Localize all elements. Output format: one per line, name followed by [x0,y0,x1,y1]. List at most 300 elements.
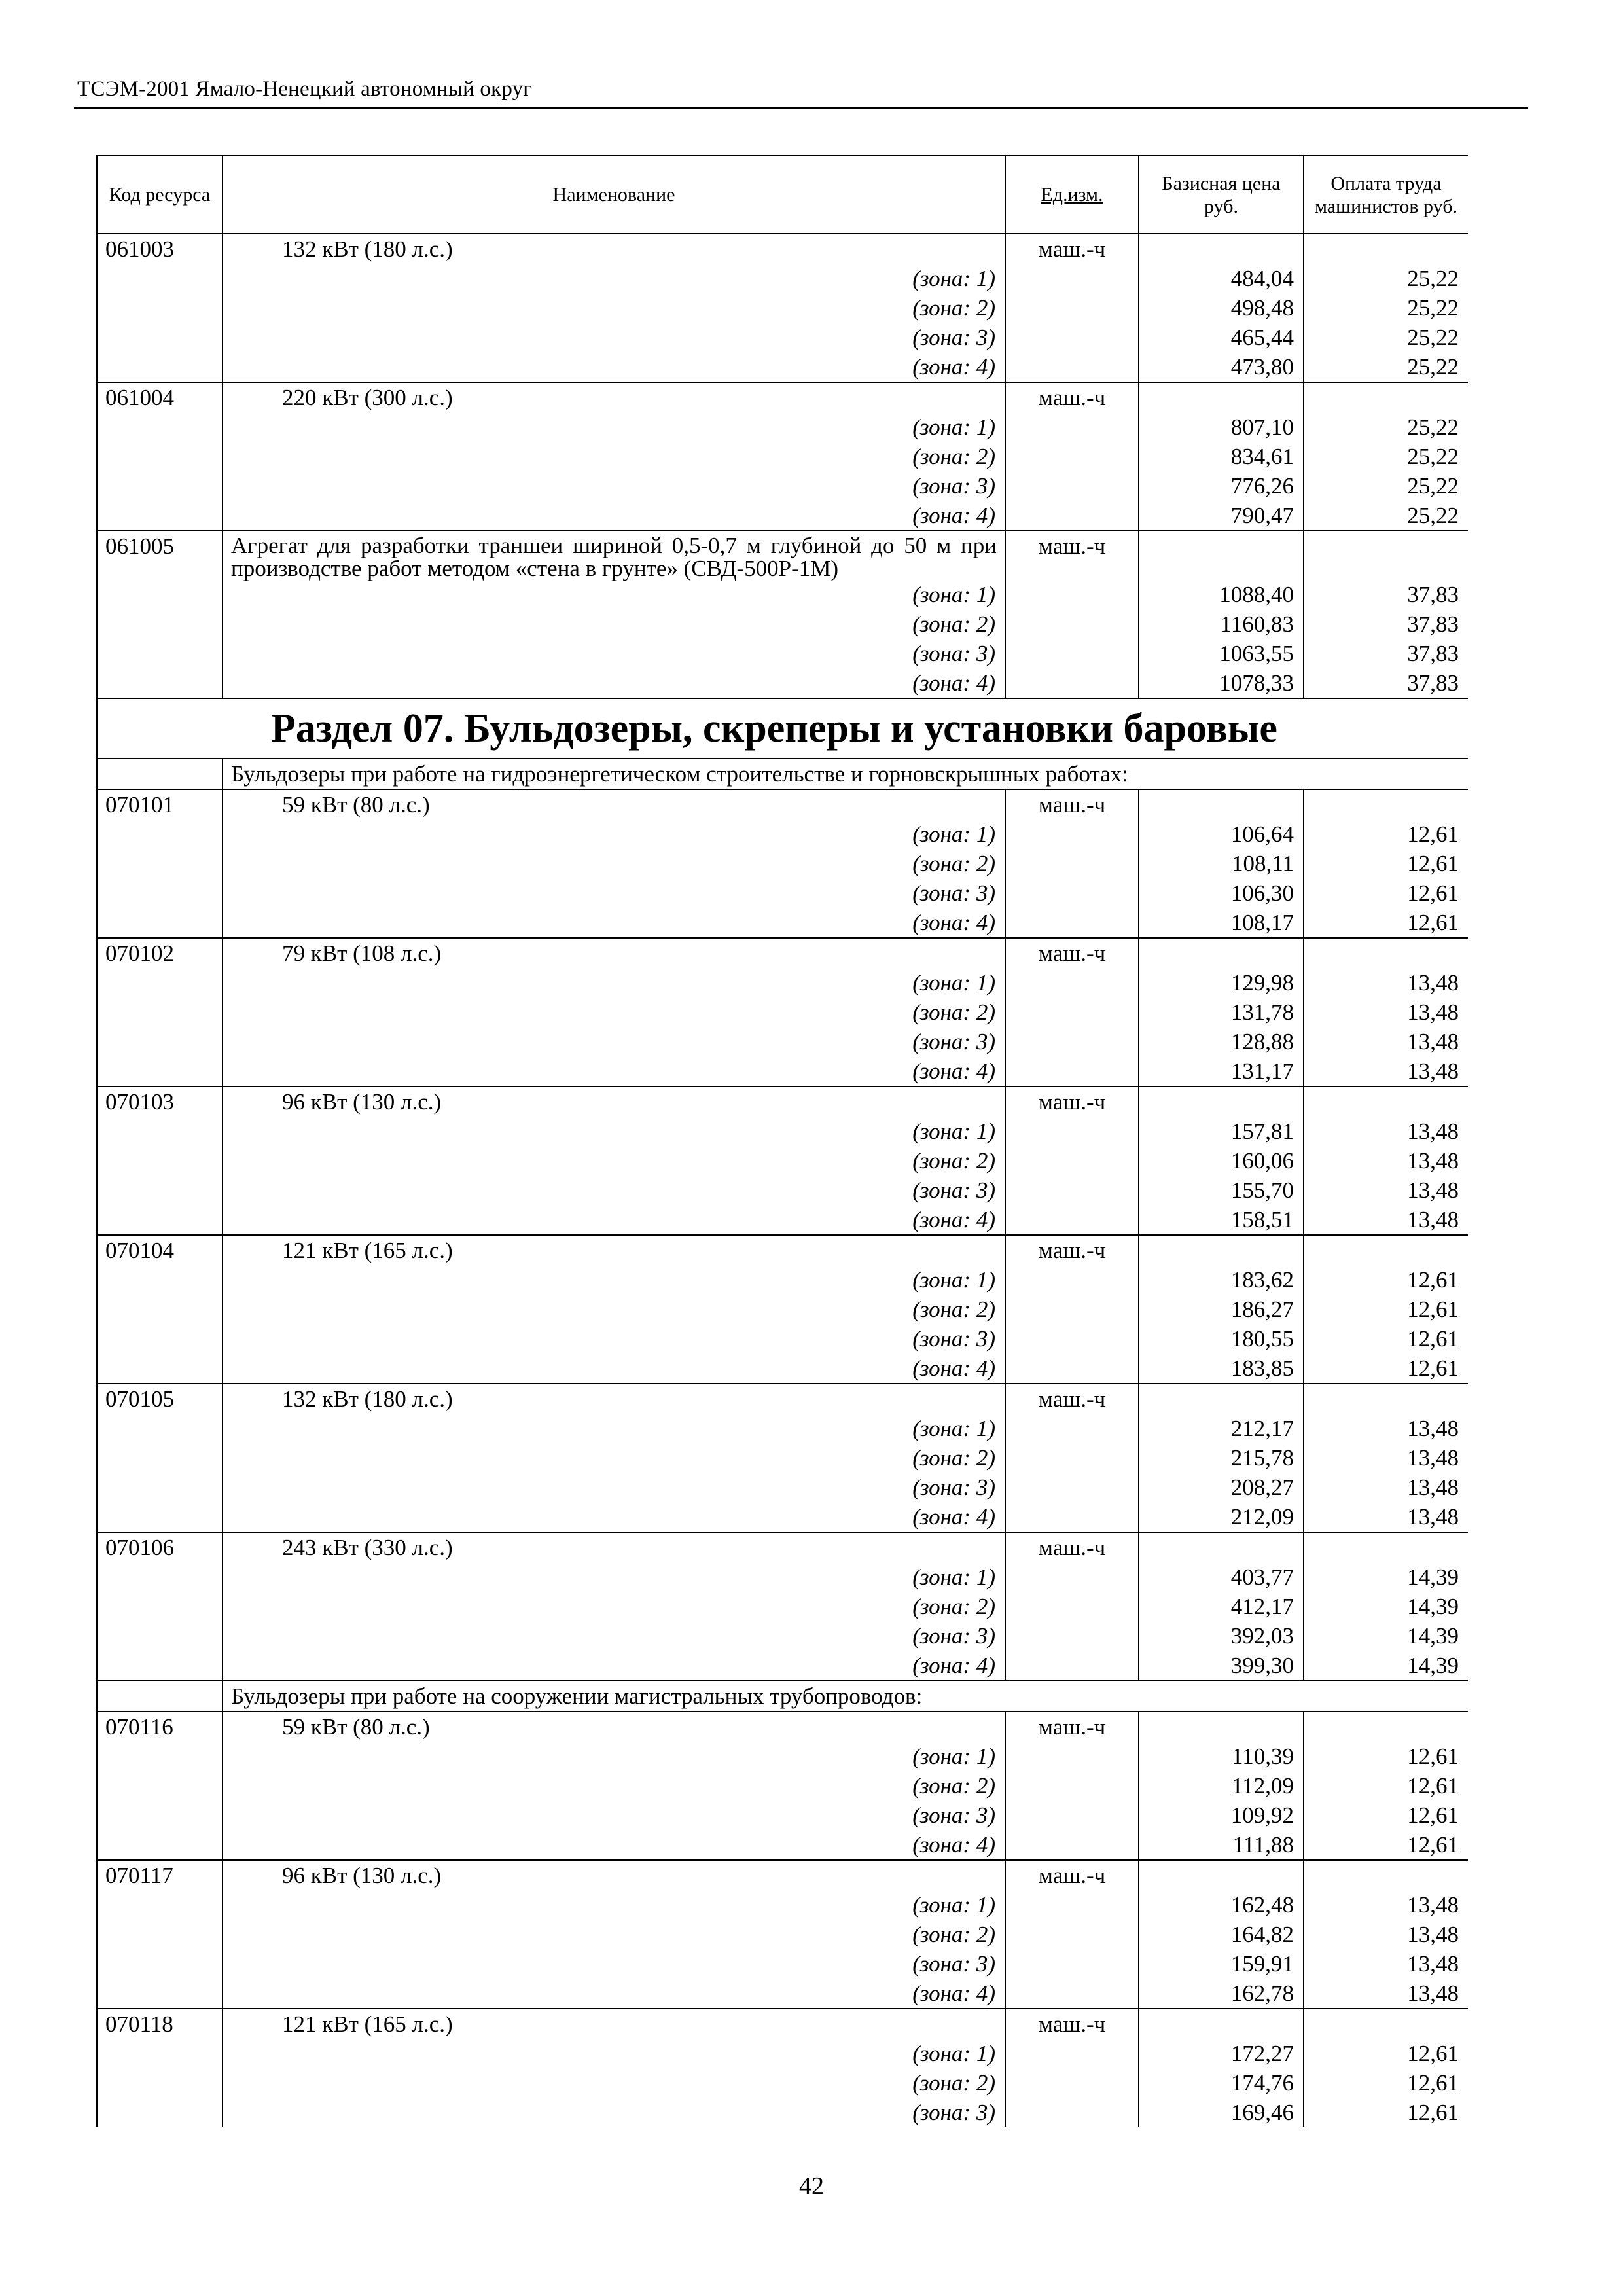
table-row-zone [97,1742,1468,1771]
zone-label: (зона: 2) [223,1146,1005,1175]
table-row-zone [97,1295,1468,1324]
table-row-zone [97,1056,1468,1086]
empty-cell [1139,382,1304,412]
empty-cell [1005,1890,1139,1920]
empty-cell [97,1414,223,1443]
table-row-zone [97,1146,1468,1175]
empty-cell [1005,668,1139,698]
operator-pay: 14,39 [1304,1562,1468,1592]
empty-cell [97,908,223,938]
empty-cell [1005,1265,1139,1295]
base-price: 160,06 [1139,1146,1304,1175]
base-price: 1088,40 [1139,580,1304,609]
operator-pay: 25,22 [1304,323,1468,352]
empty-cell [1005,412,1139,442]
table-row-zone [97,1354,1468,1384]
base-price: 834,61 [1139,442,1304,471]
empty-cell [1139,1235,1304,1265]
zone-label: (зона: 3) [223,639,1005,668]
table-row-resource [97,234,1468,264]
resource-code: 070117 [97,1860,223,1890]
base-price: 399,30 [1139,1651,1304,1681]
resource-code: 070106 [97,1532,223,1562]
zone-label: (зона: 4) [223,1056,1005,1086]
resource-name: 96 кВт (130 л.с.) [223,1086,1005,1117]
base-price: 106,64 [1139,819,1304,849]
empty-cell [1005,1920,1139,1949]
resource-name: 243 кВт (330 л.с.) [223,1532,1005,1562]
operator-pay: 12,61 [1304,819,1468,849]
table-row-zone [97,501,1468,531]
table-row-zone [97,1949,1468,1979]
operator-pay: 13,48 [1304,1502,1468,1532]
base-price: 129,98 [1139,968,1304,997]
table-row-zone [97,609,1468,639]
base-price: 164,82 [1139,1920,1304,1949]
empty-cell [97,1146,223,1175]
table-row-zone [97,580,1468,609]
empty-cell [97,323,223,352]
subhead-text-2: Бульдозеры при работе на сооружении магистральных трубопроводов: [223,1681,1468,1712]
empty-cell [97,968,223,997]
col-header-unit [1005,156,1139,234]
empty-cell [97,1056,223,1086]
resource-unit: маш.-ч [1005,2009,1139,2039]
table-row-zone [97,997,1468,1027]
operator-pay: 25,22 [1304,442,1468,471]
empty-cell [1139,1532,1304,1562]
empty-cell [1005,1473,1139,1502]
resource-code: 070101 [97,789,223,819]
operator-pay: 12,61 [1304,2039,1468,2068]
empty-cell [97,1562,223,1592]
empty-cell [1304,1384,1468,1414]
resource-name: 132 кВт (180 л.с.) [223,1384,1005,1414]
empty-cell [97,849,223,878]
table-row-zone [97,819,1468,849]
table-row-zone [97,1324,1468,1354]
table-row-zone [97,352,1468,382]
resource-name: 121 кВт (165 л.с.) [223,1235,1005,1265]
table-row-zone [97,878,1468,908]
empty-cell [1304,2009,1468,2039]
empty-cell [1005,442,1139,471]
empty-cell [1005,1830,1139,1860]
empty-cell [1005,609,1139,639]
base-price: 109,92 [1139,1801,1304,1830]
empty-cell [97,2068,223,2098]
base-price: 162,48 [1139,1890,1304,1920]
table-row-zone [97,1621,1468,1651]
base-price: 1160,83 [1139,609,1304,639]
base-price: 392,03 [1139,1621,1304,1651]
empty-cell [97,1473,223,1502]
base-price: 128,88 [1139,1027,1304,1056]
empty-cell [97,997,223,1027]
zone-label: (зона: 1) [223,580,1005,609]
table-row-zone [97,639,1468,668]
operator-pay: 37,83 [1304,639,1468,668]
zone-label: (зона: 2) [223,1771,1005,1801]
operator-pay: 13,48 [1304,968,1468,997]
base-price: 157,81 [1139,1117,1304,1146]
resource-unit: маш.-ч [1005,1712,1139,1742]
zone-label: (зона: 4) [223,1502,1005,1532]
base-price: 172,27 [1139,2039,1304,2068]
zone-label: (зона: 4) [223,1205,1005,1235]
empty-cell [1005,1146,1139,1175]
base-price: 212,17 [1139,1414,1304,1443]
empty-cell [1005,1175,1139,1205]
zone-label: (зона: 4) [223,668,1005,698]
table-header-row [97,156,1468,234]
empty-cell [1304,789,1468,819]
operator-pay: 13,48 [1304,1117,1468,1146]
subhead-row-1 [97,759,1468,789]
zone-label: (зона: 3) [223,2098,1005,2127]
subhead-block-2 [97,1681,1468,1712]
empty-cell [1304,1235,1468,1265]
section-row [97,698,1468,759]
empty-cell [1304,382,1468,412]
operator-pay: 13,48 [1304,1949,1468,1979]
table-row-zone [97,2098,1468,2127]
empty-cell [1139,1384,1304,1414]
empty-cell [97,1979,223,2009]
zone-label: (зона: 4) [223,1979,1005,2009]
operator-pay: 12,61 [1304,1354,1468,1384]
zone-label: (зона: 3) [223,1801,1005,1830]
empty-cell [97,1801,223,1830]
empty-cell [97,1592,223,1621]
operator-pay: 12,61 [1304,2098,1468,2127]
base-price: 1078,33 [1139,668,1304,698]
base-price: 473,80 [1139,352,1304,382]
resource-name: 59 кВт (80 л.с.) [223,1712,1005,1742]
operator-pay: 13,48 [1304,1056,1468,1086]
empty-cell [97,501,223,531]
operator-pay: 25,22 [1304,471,1468,501]
section-heading-block [97,698,1468,789]
operator-pay: 14,39 [1304,1592,1468,1621]
empty-cell [1005,1354,1139,1384]
zone-label: (зона: 2) [223,1920,1005,1949]
table-row-zone [97,849,1468,878]
subhead-text-1: Бульдозеры при работе на гидроэнергетическом строительстве и горновскрышных работах: [223,759,1468,789]
header-rule [74,107,1528,109]
operator-pay: 12,61 [1304,1265,1468,1295]
operator-pay: 37,83 [1304,580,1468,609]
zone-label: (зона: 1) [223,412,1005,442]
resource-price-table [96,155,1468,2127]
zone-label: (зона: 4) [223,352,1005,382]
zone-label: (зона: 2) [223,442,1005,471]
empty-cell [97,878,223,908]
operator-pay: 13,48 [1304,1473,1468,1502]
resource-code: 070103 [97,1086,223,1117]
zone-label: (зона: 2) [223,2068,1005,2098]
operator-pay: 13,48 [1304,1920,1468,1949]
section-title: Раздел 07. Бульдозеры, скреперы и установки баровые [97,698,1468,759]
base-price: 180,55 [1139,1324,1304,1354]
empty-cell [1005,878,1139,908]
empty-cell [97,1771,223,1801]
empty-cell [1139,234,1304,264]
empty-cell [1005,1949,1139,1979]
zone-label: (зона: 2) [223,293,1005,323]
empty-cell [97,264,223,293]
empty-cell [1005,908,1139,938]
empty-cell [1005,501,1139,531]
operator-pay: 12,61 [1304,1830,1468,1860]
zone-label: (зона: 3) [223,1175,1005,1205]
empty-cell [1304,1712,1468,1742]
empty-cell [1139,1712,1304,1742]
resource-code: 070102 [97,938,223,968]
resource-code: 070104 [97,1235,223,1265]
table-row-zone [97,1205,1468,1235]
resource-code: 061003 [97,234,223,264]
empty-cell [1005,1801,1139,1830]
table-row-zone [97,1414,1468,1443]
empty-cell [1005,1027,1139,1056]
operator-pay: 13,48 [1304,997,1468,1027]
zone-label: (зона: 4) [223,908,1005,938]
resource-unit: маш.-ч [1005,1235,1139,1265]
empty-cell [97,1920,223,1949]
operator-pay: 12,61 [1304,2068,1468,2098]
resource-name: 79 кВт (108 л.с.) [223,938,1005,968]
empty-cell [97,1651,223,1681]
base-price: 108,11 [1139,849,1304,878]
empty-cell [97,1443,223,1473]
empty-cell [1005,293,1139,323]
empty-cell [1005,1324,1139,1354]
empty-cell [1005,2098,1139,2127]
empty-cell [97,1324,223,1354]
empty-cell [1005,1205,1139,1235]
resource-unit: маш.-ч [1005,234,1139,264]
empty-cell [97,1205,223,1235]
operator-pay: 12,61 [1304,1771,1468,1801]
operator-pay: 25,22 [1304,501,1468,531]
zone-label: (зона: 3) [223,1473,1005,1502]
operator-pay: 37,83 [1304,609,1468,639]
table-row-zone [97,323,1468,352]
empty-cell [97,2039,223,2068]
zone-label: (зона: 3) [223,1324,1005,1354]
subhead-code-cell [97,759,223,789]
table-row-zone [97,412,1468,442]
empty-cell [97,1117,223,1146]
zone-label: (зона: 2) [223,609,1005,639]
table-row-zone [97,1830,1468,1860]
resource-unit: маш.-ч [1005,1532,1139,1562]
operator-pay: 25,22 [1304,412,1468,442]
resource-unit: маш.-ч [1005,938,1139,968]
empty-cell [1304,1086,1468,1117]
zone-label: (зона: 4) [223,1651,1005,1681]
col-header-price: Базисная цена руб. [1139,156,1304,234]
empty-cell [97,668,223,698]
operator-pay: 13,48 [1304,1443,1468,1473]
zone-label: (зона: 4) [223,501,1005,531]
empty-cell [1139,789,1304,819]
table-row-resource [97,1384,1468,1414]
empty-cell [1139,1860,1304,1890]
empty-cell [1005,352,1139,382]
empty-cell [1005,1742,1139,1771]
table-row-zone [97,1890,1468,1920]
operator-pay: 13,48 [1304,1027,1468,1056]
empty-cell [1139,1086,1304,1117]
table-row-zone [97,1920,1468,1949]
table-row-resource [97,1712,1468,1742]
zone-label: (зона: 1) [223,1265,1005,1295]
base-price: 162,78 [1139,1979,1304,2009]
resource-unit: маш.-ч [1005,1860,1139,1890]
operator-pay: 25,22 [1304,264,1468,293]
empty-cell [1005,819,1139,849]
empty-cell [1139,531,1304,580]
empty-cell [97,352,223,382]
resource-name: 121 кВт (165 л.с.) [223,2009,1005,2039]
zone-label: (зона: 2) [223,849,1005,878]
resource-code: 070116 [97,1712,223,1742]
table-row-zone [97,1979,1468,2009]
table-row-resource [97,1860,1468,1890]
resource-code: 061004 [97,382,223,412]
col-header-name: Наименование [223,156,1005,234]
table-row-zone [97,2068,1468,2098]
base-price: 807,10 [1139,412,1304,442]
table-body-hydro-bulldozers [97,789,1468,1681]
empty-cell [1005,1771,1139,1801]
table-row-zone [97,968,1468,997]
empty-cell [1005,1414,1139,1443]
running-header: ТСЭМ-2001 Ямало-Ненецкий автономный округ [77,77,533,101]
empty-cell [1005,2039,1139,2068]
zone-label: (зона: 4) [223,1354,1005,1384]
empty-cell [97,1027,223,1056]
empty-cell [1304,1860,1468,1890]
table-row-zone [97,1651,1468,1681]
resource-code: 061005 [97,531,223,580]
empty-cell [1005,1295,1139,1324]
resource-unit: маш.-ч [1005,382,1139,412]
zone-label: (зона: 1) [223,1562,1005,1592]
table-row-resource [97,938,1468,968]
zone-label: (зона: 3) [223,323,1005,352]
col-header-pay: Оплата труда машинистов руб. [1304,156,1468,234]
base-price: 215,78 [1139,1443,1304,1473]
resource-name: 132 кВт (180 л.с.) [223,234,1005,264]
zone-label: (зона: 2) [223,1592,1005,1621]
zone-label: (зона: 3) [223,1949,1005,1979]
resource-unit: маш.-ч [1005,1086,1139,1117]
base-price: 131,78 [1139,997,1304,1027]
table-row-zone [97,293,1468,323]
empty-cell [97,1830,223,1860]
base-price: 1063,55 [1139,639,1304,668]
table-row-resource [97,1086,1468,1117]
resource-table-wrap [96,155,1468,2146]
table-row-zone [97,668,1468,698]
empty-cell [97,639,223,668]
table-row-zone [97,1801,1468,1830]
empty-cell [1005,1592,1139,1621]
empty-cell [1005,997,1139,1027]
empty-cell [1139,2009,1304,2039]
base-price: 186,27 [1139,1295,1304,1324]
empty-cell [97,412,223,442]
empty-cell [97,293,223,323]
operator-pay: 37,83 [1304,668,1468,698]
operator-pay: 13,48 [1304,1890,1468,1920]
empty-cell [97,1949,223,1979]
table-row-zone [97,908,1468,938]
resource-unit: маш.-ч [1005,1384,1139,1414]
empty-cell [1304,531,1468,580]
empty-cell [1005,1979,1139,2009]
base-price: 403,77 [1139,1562,1304,1592]
table-body-section-06 [97,234,1468,698]
resource-unit: маш.-ч [1005,531,1139,580]
empty-cell [1005,1443,1139,1473]
zone-label: (зона: 3) [223,878,1005,908]
zone-label: (зона: 1) [223,1742,1005,1771]
empty-cell [1005,2068,1139,2098]
empty-cell [1005,580,1139,609]
operator-pay: 14,39 [1304,1651,1468,1681]
table-row-resource [97,789,1468,819]
base-price: 106,30 [1139,878,1304,908]
zone-label: (зона: 2) [223,1295,1005,1324]
zone-label: (зона: 3) [223,1621,1005,1651]
operator-pay: 12,61 [1304,878,1468,908]
empty-cell [1005,968,1139,997]
empty-cell [97,1502,223,1532]
empty-cell [1005,264,1139,293]
table-row-zone [97,442,1468,471]
empty-cell [97,1742,223,1771]
zone-label: (зона: 3) [223,471,1005,501]
zone-label: (зона: 2) [223,1443,1005,1473]
empty-cell [1005,323,1139,352]
base-price: 776,26 [1139,471,1304,501]
empty-cell [97,1265,223,1295]
resource-name: 96 кВт (130 л.с.) [223,1860,1005,1890]
operator-pay: 12,61 [1304,1324,1468,1354]
base-price: 155,70 [1139,1175,1304,1205]
resource-unit: маш.-ч [1005,789,1139,819]
zone-label: (зона: 1) [223,1890,1005,1920]
base-price: 183,85 [1139,1354,1304,1384]
operator-pay: 14,39 [1304,1621,1468,1651]
base-price: 790,47 [1139,501,1304,531]
table-row-zone [97,1265,1468,1295]
subhead-row-2 [97,1681,1468,1712]
table-row-zone [97,2039,1468,2068]
resource-name: Агрегат для разработки траншеи шириной 0,5-0,7 м глубиной до 50 м при производстве работ методом «стена в грунте» (СВД-500Р-1М) [223,531,1005,580]
base-price: 131,17 [1139,1056,1304,1086]
empty-cell [97,1890,223,1920]
empty-cell [97,580,223,609]
zone-label: (зона: 3) [223,1027,1005,1056]
table-row-zone [97,471,1468,501]
table-row-zone [97,1562,1468,1592]
table-row-resource [97,382,1468,412]
